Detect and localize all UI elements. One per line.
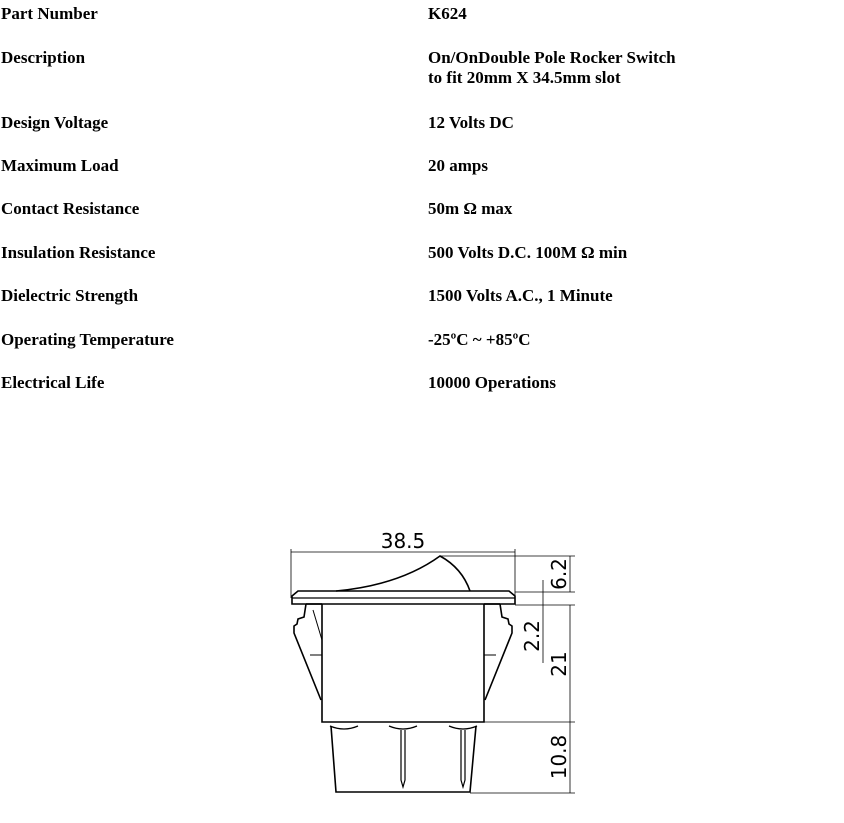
right-clip bbox=[485, 604, 512, 700]
rocker-actuator bbox=[336, 556, 470, 591]
dim-rocker-height: 6.2 bbox=[547, 558, 571, 590]
spec-label: Electrical Life bbox=[1, 373, 105, 392]
dim-flange-thickness: 2.2 bbox=[520, 620, 544, 652]
spec-value-line2: to fit 20mm X 34.5mm slot bbox=[428, 68, 621, 87]
spec-value: 20 amps bbox=[428, 156, 488, 175]
spec-label: Part Number bbox=[1, 4, 98, 23]
spec-value: 500 Volts D.C. 100M Ω min bbox=[428, 243, 628, 262]
spec-label: Description bbox=[1, 48, 86, 67]
spec-label: Contact Resistance bbox=[1, 199, 140, 218]
spec-value: K624 bbox=[428, 4, 467, 23]
spec-value: -25ºC ~ +85ºC bbox=[428, 330, 531, 349]
dim-width: 38.5 bbox=[380, 529, 426, 553]
switch-body bbox=[322, 604, 484, 722]
terminal-pin bbox=[461, 730, 465, 787]
spec-value: 1500 Volts A.C., 1 Minute bbox=[428, 286, 613, 305]
terminal-pin bbox=[401, 730, 405, 787]
rocker-switch-drawing bbox=[270, 520, 590, 810]
terminal-housing bbox=[331, 726, 476, 792]
spec-label: Operating Temperature bbox=[1, 330, 174, 349]
spec-value: 50m Ω max bbox=[428, 199, 513, 218]
left-clip bbox=[294, 604, 321, 700]
spec-value: 12 Volts DC bbox=[428, 113, 514, 132]
spec-value: On/OnDouble Pole Rocker Switch bbox=[428, 48, 676, 67]
spec-label: Design Voltage bbox=[1, 113, 109, 132]
dim-terminal-length: 10.8 bbox=[547, 734, 571, 780]
spec-label: Insulation Resistance bbox=[1, 243, 156, 262]
spec-label: Dielectric Strength bbox=[1, 286, 139, 305]
dim-body-height: 21 bbox=[547, 651, 571, 677]
spec-label: Maximum Load bbox=[1, 156, 119, 175]
spec-value: 10000 Operations bbox=[428, 373, 556, 392]
